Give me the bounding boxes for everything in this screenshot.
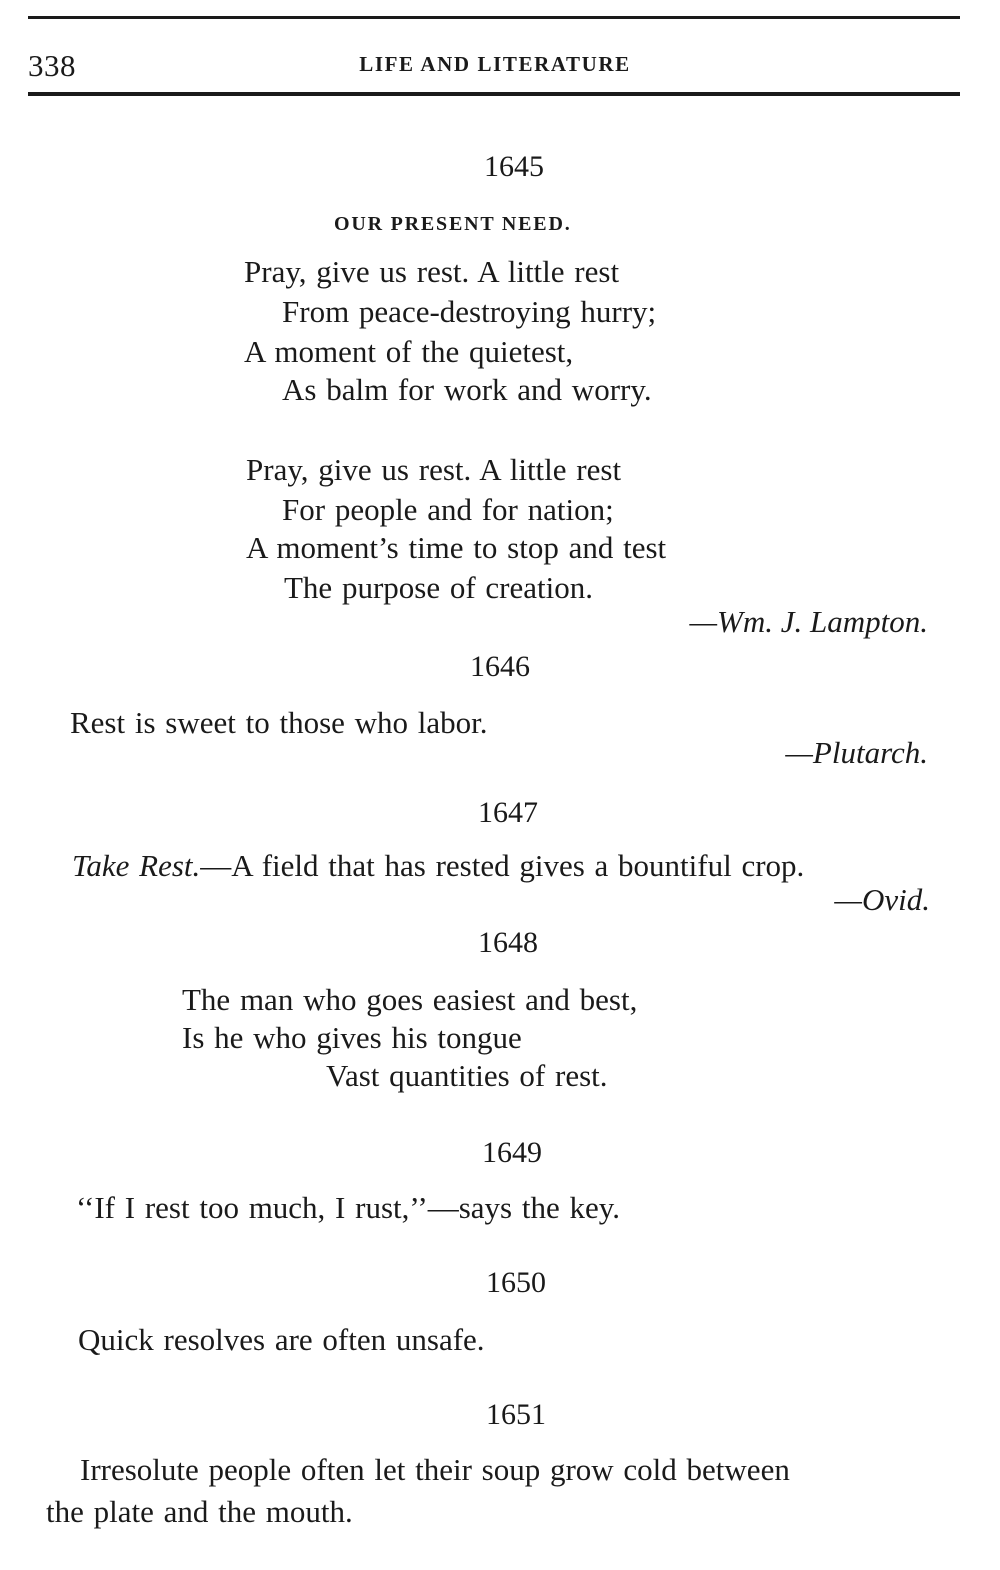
entry-text: Rest is sweet to those who labor. (70, 705, 488, 740)
entry-text: Quick resolves are often unsafe. (78, 1322, 485, 1357)
entry-number: 1649 (482, 1136, 542, 1169)
poem-line: Is he who gives his tongue (182, 1020, 522, 1055)
poem-line: Pray, give us rest. A little rest (244, 254, 620, 289)
entry-text: the plate and the mouth. (46, 1494, 353, 1529)
entry-number: 1650 (486, 1266, 546, 1299)
entry-body: —A field that has rested gives a bountiful crop. (200, 848, 805, 883)
entry-lead: Take Rest. (72, 848, 201, 883)
poem-line: As balm for work and worry. (282, 372, 652, 407)
attribution: —Wm. J. Lampton. (689, 604, 928, 639)
entry-text (72, 848, 804, 884)
header-top-rule (28, 16, 960, 19)
poem-line: A moment of the quietest, (244, 334, 574, 369)
poem-line: Vast quantities of rest. (326, 1058, 608, 1093)
poem-line: For people and for nation; (282, 492, 614, 527)
poem-line: Pray, give us rest. A little rest (246, 452, 622, 487)
running-head: LIFE AND LITERATURE (359, 52, 631, 76)
entry-text: ‘‘If I rest too much, I rust,’’—says the key. (76, 1190, 620, 1225)
poem-line: From peace-destroying hurry; (282, 294, 657, 329)
poem-line: The purpose of creation. (284, 570, 593, 605)
entry-number: 1647 (478, 796, 538, 829)
entry-number: 1645 (484, 150, 544, 183)
header-bottom-rule (28, 92, 960, 96)
attribution: —Plutarch. (785, 735, 928, 770)
poem-title: OUR PRESENT NEED. (334, 213, 572, 235)
entry-text: Irresolute people often let their soup grow cold between (80, 1452, 790, 1487)
entry-number: 1648 (478, 926, 538, 959)
page-number: 338 (28, 48, 76, 83)
poem-line: A moment’s time to stop and test (246, 530, 667, 565)
attribution: —Ovid. (834, 882, 930, 917)
entry-number: 1651 (486, 1398, 546, 1431)
entry-number: 1646 (470, 650, 530, 683)
poem-line: The man who goes easiest and best, (182, 982, 638, 1017)
